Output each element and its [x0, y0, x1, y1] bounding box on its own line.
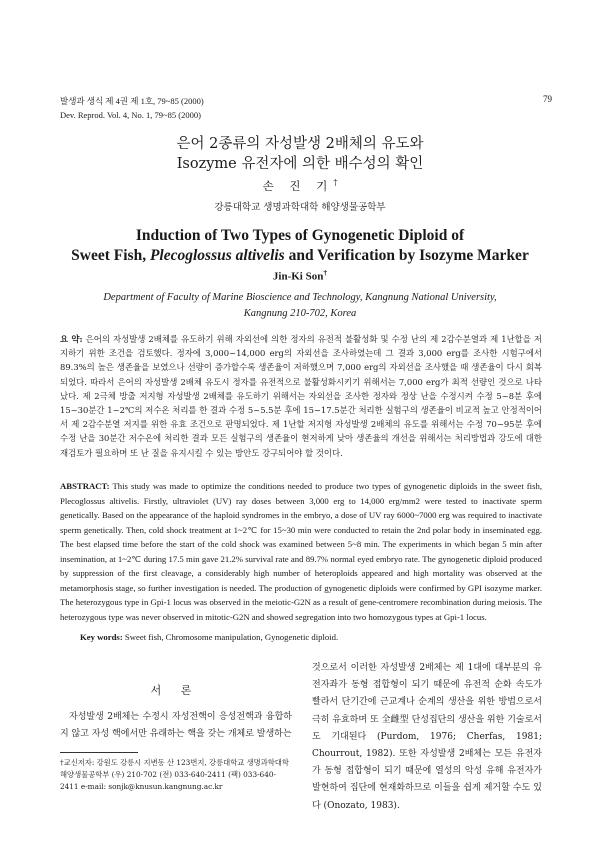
english-title-line2-pre: Sweet Fish,: [71, 247, 150, 264]
english-author: [0, 268, 600, 283]
korean-abstract-text: 은어의 자성발생 2배체를 유도하기 위해 자외선에 의한 정자의 유전적 불활성화 및 수정 난의 제 2감수분열과 제 1난할을 저지하기 위한 조건을 검토했다. 정자에 3,000~14,000 erg의 자외선을 조사하였는데 그 결과 3,000 erg를 조사한 시험구에서 89.3%의 높은 생존율을 보였으나 선량이 증가할수록 생존율이 저하했으며 7,000 erg의 자외선을 조사했을 때 생존율이 다시 회복되었다. 따라서 은어의 자성발생 2배체 유도시 정자를 유전적으로 불활성화시키기 위해서는 7,000 erg가 최적 선량인 것으로 나타났다. 제 2극체 방출 저지형 자성발생 2배체를 유도하기 위해서는 자외선을 조사한 정자와 정상 난을 수정시켜 수정 5~8분 후에 15~30분간 1~2℃의 저수온 처리를 한 결과 수정 5~5.5분 후에 15~17.5분간 처리한 실험구의 생존율이 비교적 높고 안정적이어서 제 2감수분열 저지를 위한 유효 조건으로 판명되었다. 제 1난할 저지형 자성발생 2배체의 유도를 위해서는 수정 70~95분 후에 수정 난을 30분간 저수온에 처리한 결과 모든 실험구의 생존율이 현저하게 낮아 생존율의 개선을 위해서는 처리방법과 강도에 대한 재검토가 필요하며 또 난 질을 유지시킬 수 있는 방안도 강구되어야 할 것이다.: [60, 334, 542, 458]
korean-author: [0, 178, 600, 194]
english-author-dagger-mark: †: [323, 268, 328, 277]
korean-affiliation: 강릉대학교 생명과학대학 해양생물공학부: [214, 202, 386, 213]
english-abstract-label: ABSTRACT:: [60, 481, 110, 491]
english-title-line2: [0, 246, 600, 266]
english-abstract-text: This study was made to optimize the conditions needed to produce two types of gynogenetic diploids in the sweet fish, Plecoglossus altivelis. Firstly, ultraviolet (UV) ray doses between 3,000 erg to 14,000 erg/mm2 were tested to inactivate sperm genetically. Based on the appearance of the haploid syndromes in the embryo, a dose of UV ray 6000~7000 erg was required to inactivate sperm genetically. Then, cold shock treatment at 1~2℃ for 15~30 min were conducted to retain the 2nd polar body in inseminated egg. The best elapsed time before the start of the cold shock was examined between 5~8 min. The experiments in which began 5 min after insemination, at 1~2℃ during 17.5 min gave 21.2% survival rate and 89.7% normal eyed embryo rate. The gynogenetic diploid produced by suppression of the first cleavage, a considerably high number of heteroploids appeared and high mortality was observed at the metamorphosis stage, so further investigation is needed. The production of gynogenetic diploids were confirmed by GPI isozyme marker. The heterozygous type in Gpi-1 locus was observed in the meiotic-G2N as a result of gene-centromere recombination during meiosis. The heterozygous type was never observed in mitotic-G2N and showed segregation into two homozygous types at Gpi-1 locus.: [60, 481, 542, 622]
introduction-left-column: 자성발생 2배체는 수정시 자성전핵이 응성전핵과 융합하지 않고 자성 핵에서만 유래하는 핵을 갖는 개체로 발생하는: [60, 712, 292, 739]
english-affiliation: [0, 290, 600, 322]
journal-citation-en: Dev. Reprod. Vol. 4, No. 1, 79~85 (2000): [60, 110, 201, 120]
journal-citation: [60, 94, 204, 122]
keywords-text: Sweet fish, Chromosome manipulation, Gynogenetic diploid.: [122, 632, 339, 642]
english-abstract: [60, 479, 542, 624]
keywords-label: Key words:: [80, 632, 123, 642]
korean-title-line2: Isozyme 유전자에 의한 배수성의 확인: [176, 156, 424, 172]
footnote-divider: [60, 752, 138, 753]
korean-title: [0, 134, 600, 174]
page-number: 79: [543, 94, 552, 104]
korean-abstract: [60, 332, 542, 460]
korean-title-line1: 은어 2종류의 자성발생 2배체의 유도와: [176, 136, 424, 152]
species-name: Plecoglossus altivelis: [149, 247, 285, 264]
journal-citation-ko: 발생과 생식 제 4권 제 1호, 79~85 (2000): [60, 96, 204, 106]
introduction-right-column: 것으로서 이러한 자성발생 2배체는 제 1대에 대부분의 유전자좌가 동형 접합형이 되기 때문에 유전적 순화 속도가 빨라서 단기간에 근교계나 순계의 생산을 위한 방법으로서 극히 유효하며 또 全雌型 단성집단의 생산을 위한 기술로서도 기대된다 (Purdom, 1976; Cherfas, 1981; Chourrout, 1982). 또한 자성발생 2배체는 모든 유전자가 동형 접합형이 되기 때문에 열성의 악성 유해 유전자가 발현하여 집단에 현재화하므로 이들을 쉽게 제거할 수도 있다 (Onozato, 1983).: [312, 663, 542, 811]
english-title: [0, 226, 600, 266]
english-author-name: Jin-Ki Son: [272, 270, 324, 283]
corresponding-author-footnote: †교신저자: 강원도 강릉시 지변동 산 123번지, 강릉대학교 생명과학대학 해양생물공학부 (우) 210-702 (전) 033-640-2411 (팩) 033-640-2411 e-mail: sonjk@knusun.kangnung.ac.kr: [60, 758, 289, 791]
english-affiliation-line1: Department of Faculty of Marine Bioscience and Technology, Kangnung National University,: [103, 292, 497, 303]
english-affiliation-line2: Kangnung 210-702, Korea: [243, 308, 357, 319]
english-title-line1: Induction of Two Types of Gynogenetic Diploid of: [135, 227, 465, 244]
introduction-heading: 서 론: [150, 684, 200, 697]
korean-author-name: 손 진 기: [262, 179, 334, 193]
keywords: [80, 632, 542, 642]
korean-abstract-label: 요 약:: [60, 334, 83, 344]
author-dagger-mark: †: [333, 178, 338, 188]
english-title-line2-post: and Verification by Isozyme Marker: [284, 247, 529, 264]
